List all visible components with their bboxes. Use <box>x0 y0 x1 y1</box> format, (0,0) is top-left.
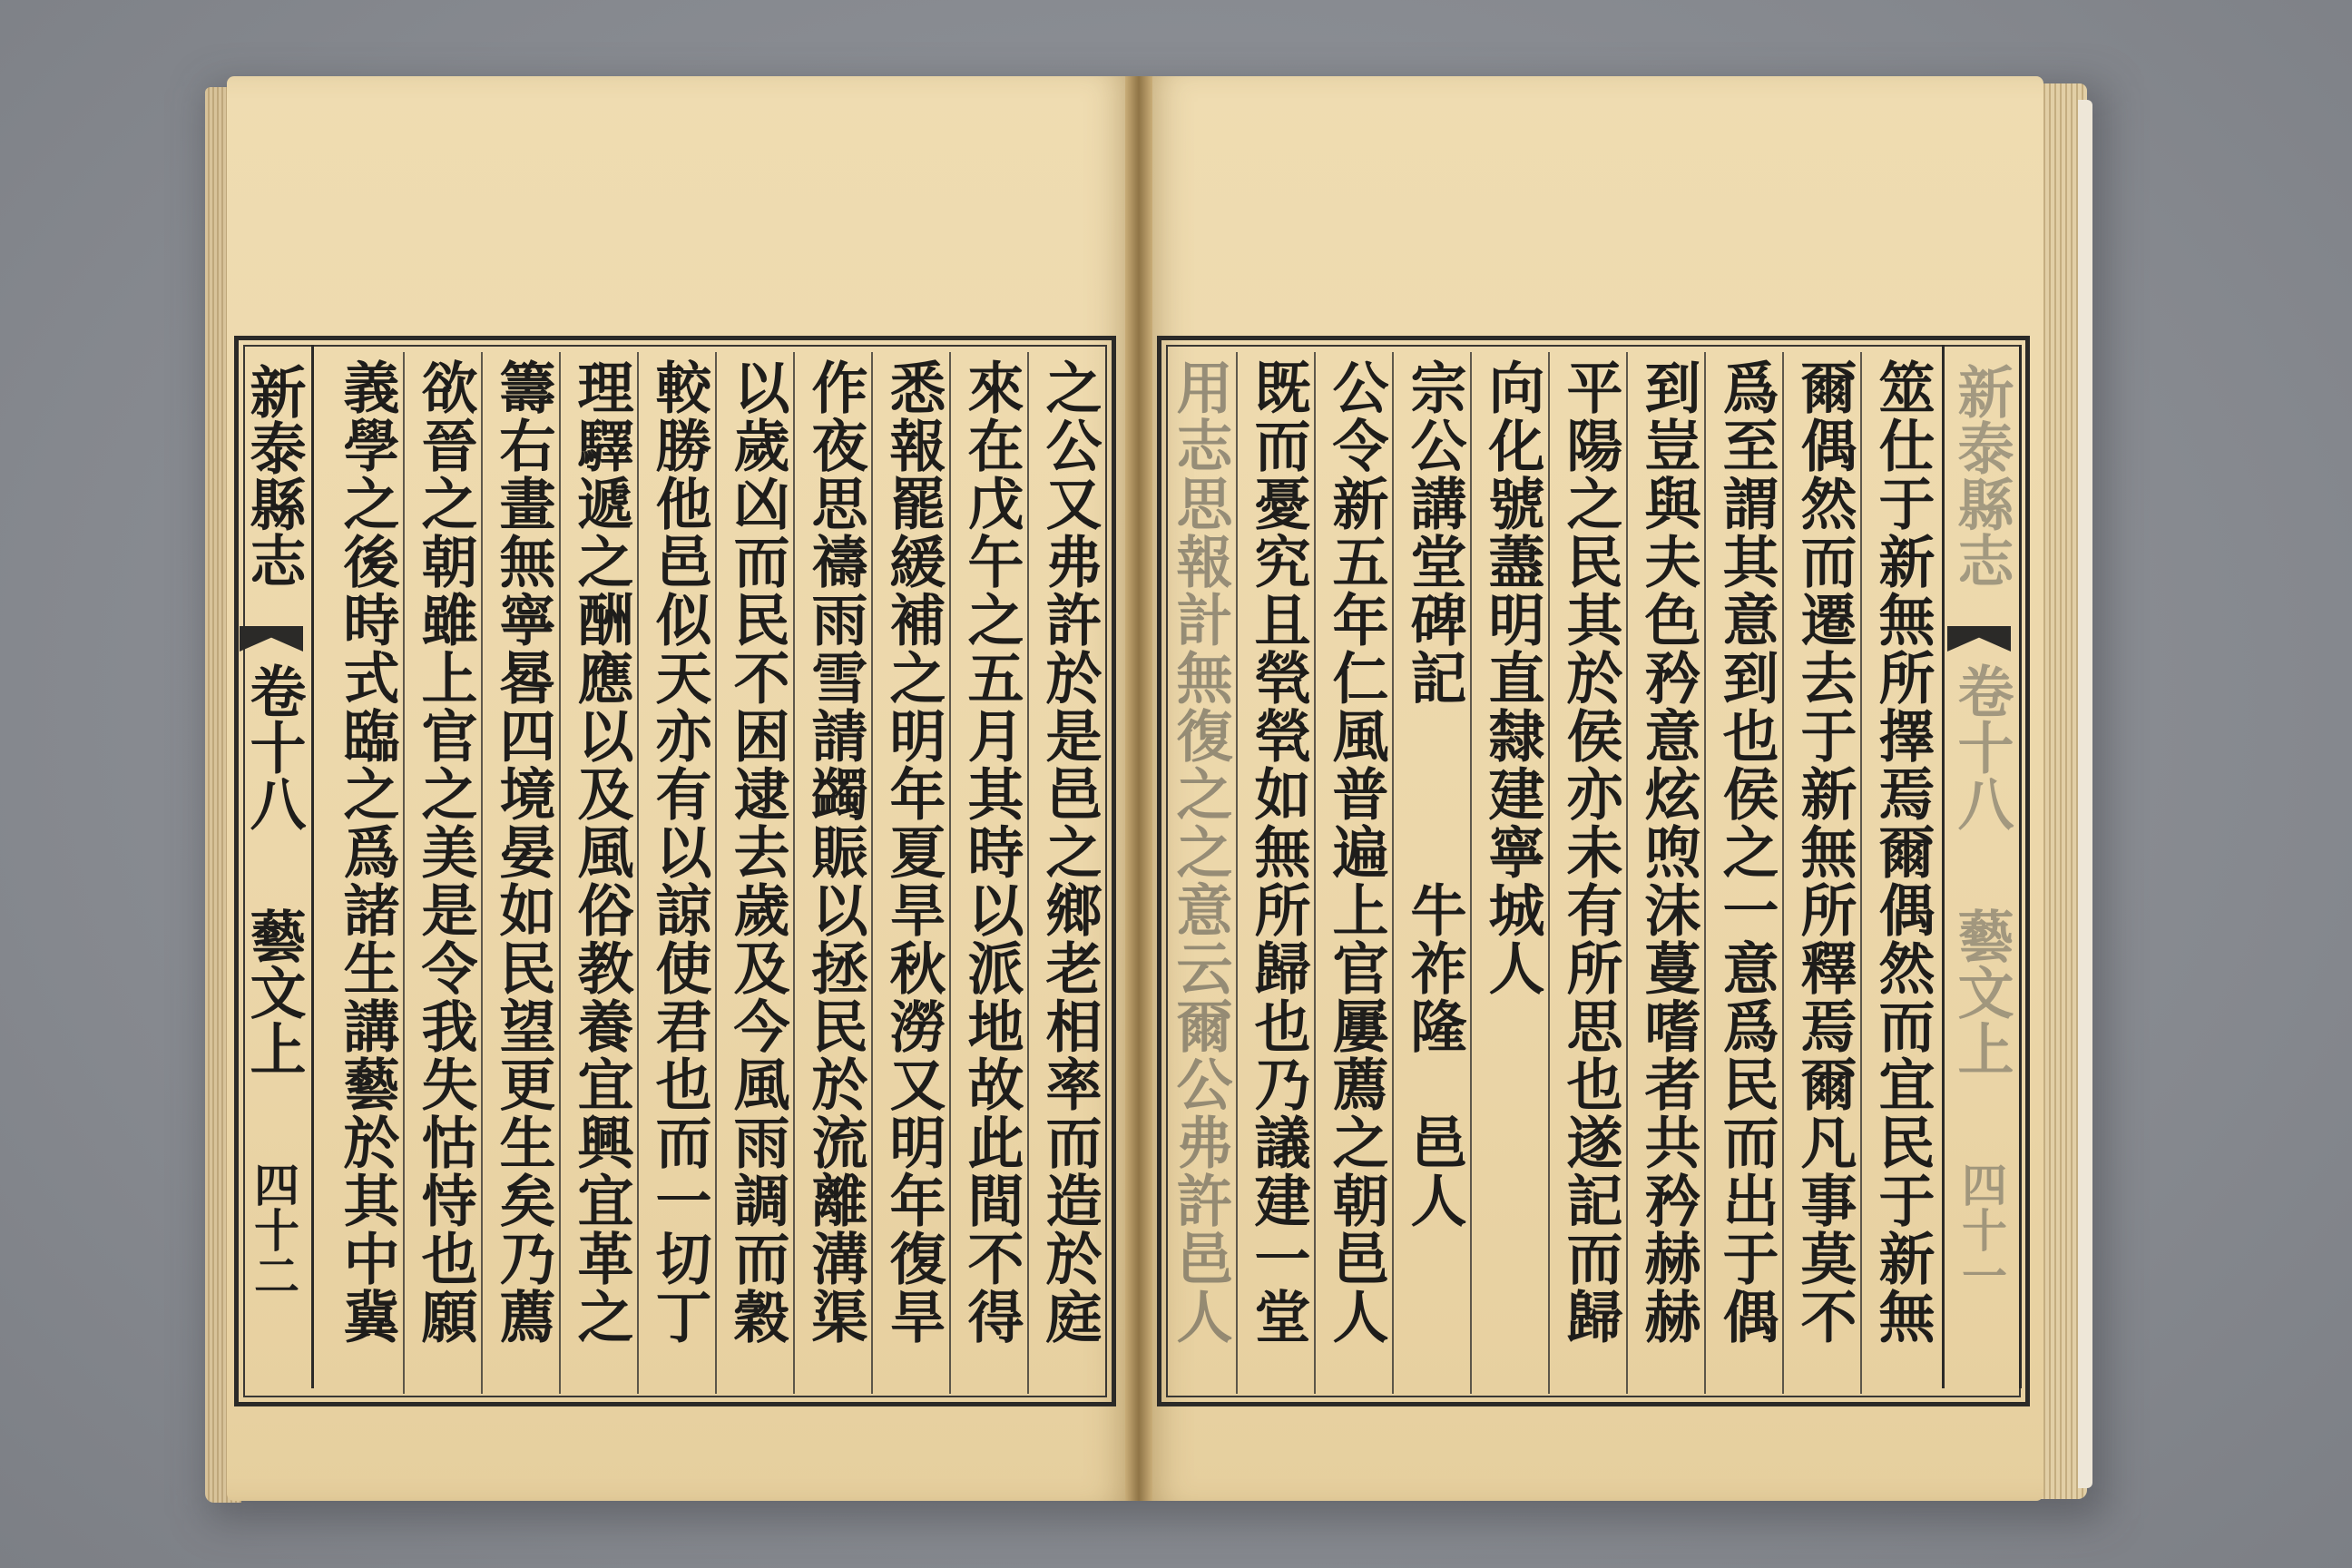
left-column-4: 作夜思禱雨雪請蠲賑以拯民於流離溝渠 <box>802 358 868 1346</box>
column-rule <box>1548 352 1550 1394</box>
column-rule <box>637 352 639 1394</box>
right-banxin-section: 藝文上 <box>1948 907 2014 1076</box>
column-rule <box>1314 352 1316 1394</box>
column-rule <box>1236 352 1238 1394</box>
column-rule <box>1626 352 1628 1394</box>
column-rule <box>403 352 405 1394</box>
left-column-2: 來在戊午之五月其時以派地故此間不得 <box>958 358 1024 1346</box>
right-page-edge <box>2078 100 2092 1488</box>
right-column-10: 用志思報計無復之之意云爾公弗許邑人 <box>1167 358 1233 1346</box>
column-rule <box>793 352 795 1394</box>
left-column-10: 義學之後時式臨之爲諸生講藝於其中冀 <box>334 358 400 1346</box>
right-column-9: 既而憂究且煢煢如無所歸也乃議建一堂 <box>1245 358 1311 1346</box>
left-column-7: 理驛遞之酬應以及風俗教養宜興宜革之 <box>568 358 634 1346</box>
right-column-2: 爾偶然而遷去于新無所釋焉爾凡事莫不 <box>1791 358 1857 1346</box>
right-column-8: 公令新五年仁風普遍上官屢薦之朝邑人 <box>1323 358 1389 1346</box>
column-rule <box>1027 352 1029 1394</box>
left-column-1: 之公又弗許於是邑之鄉老相率而造於庭 <box>1036 358 1102 1346</box>
right-banxin-page: 四十一 <box>1955 1161 2008 1298</box>
right-column-5: 平陽之民其於侯亦未有所思也遂記而歸 <box>1557 358 1623 1346</box>
book-gutter <box>1125 76 1152 1501</box>
left-banxin-title: 新泰縣志 <box>240 363 307 588</box>
column-rule <box>1392 352 1394 1394</box>
left-column-9: 欲晉之朝雖上官之美是令我失怙恃也願 <box>412 358 478 1346</box>
column-rule <box>1704 352 1706 1394</box>
right-column-7: 宗公講堂碑記 牛祚隆 邑人 <box>1401 358 1467 1230</box>
left-column-3: 悉報罷緩補之明年夏旱秋澇又明年復旱 <box>880 358 946 1346</box>
column-rule <box>1782 352 1784 1394</box>
column-rule <box>1470 352 1472 1394</box>
left-column-5: 以歲凶而民不困逮去歲及今風雨調而穀 <box>724 358 790 1346</box>
left-banxin-page: 四十二 <box>247 1161 300 1298</box>
column-rule <box>871 352 873 1394</box>
left-column-6: 較勝他邑似天亦有以諒使君也而一切丁 <box>646 358 712 1346</box>
right-column-1: 筮仕于新無所擇焉爾偶然而宜民于新無 <box>1869 358 1936 1346</box>
column-rule <box>559 352 561 1394</box>
left-banxin-volume: 卷十八 <box>240 662 307 831</box>
left-banxin-section: 藝文上 <box>240 907 307 1076</box>
column-rule <box>1860 352 1862 1394</box>
right-banxin-volume: 卷十八 <box>1948 662 2014 831</box>
right-banxin-title: 新泰縣志 <box>1948 363 2014 588</box>
right-column-3: 爲至謂其意到也侯之一意爲民而出于偶 <box>1713 358 1779 1346</box>
right-column-6: 向化號藎明直隸建寧城人 <box>1479 358 1545 997</box>
column-rule <box>481 352 483 1394</box>
right-column-4: 到豈與夫色矜意炫喣沫蔓嗜者共矜赫赫 <box>1635 358 1701 1346</box>
column-rule <box>715 352 717 1394</box>
column-rule <box>949 352 951 1394</box>
left-column-8: 籌右畫無寧晷四境晏如民望更生矣乃薦 <box>490 358 556 1346</box>
